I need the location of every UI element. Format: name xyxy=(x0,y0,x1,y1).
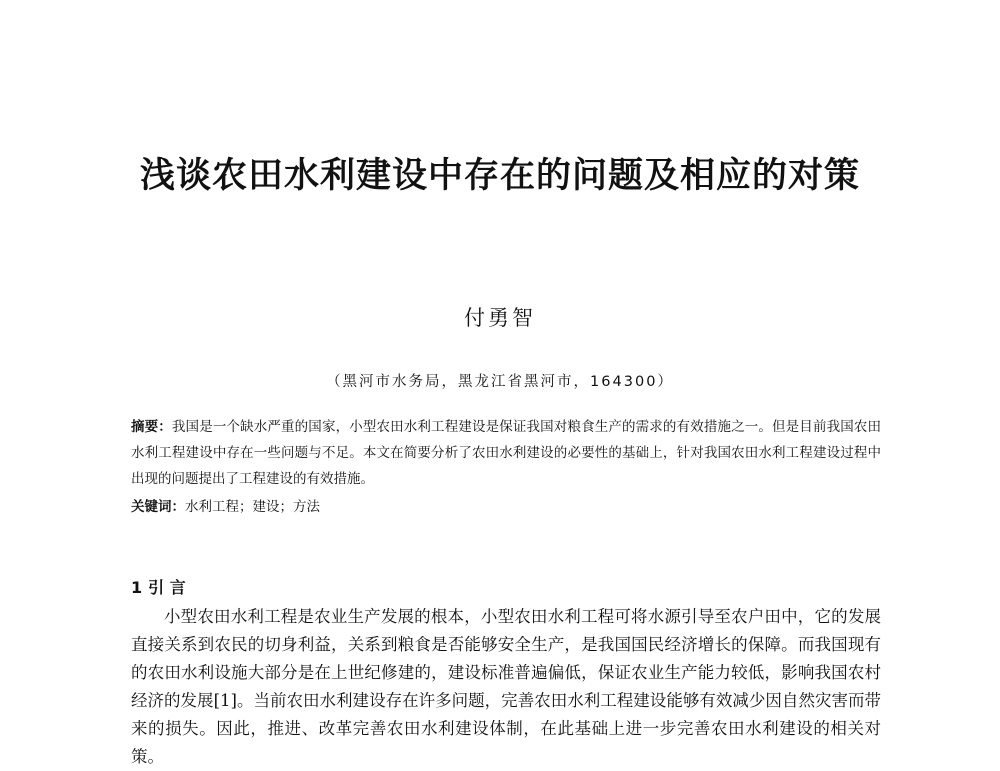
keywords xyxy=(131,494,881,520)
keywords-label: 关键词： xyxy=(131,499,185,515)
section-heading xyxy=(131,575,186,598)
author-name: 付勇智 xyxy=(464,306,536,330)
abstract-text: 我国是一个缺水严重的国家，小型农田水利工程建设是保证我国对粮食生产的需求的有效措施之一。但是目前我国农田水利工程建设中存在一些问题与不足。本文在简要分析了农田水利建设的必要性的基础上，针对我国农田水利工程建设过程中出现的问题提出了工程建设的有效措施。 xyxy=(131,419,882,487)
author-affiliation: （黑河市水务局，黑龙江省黑河市，164300） xyxy=(326,374,674,390)
section-title: 引 言 xyxy=(148,578,186,597)
paper-title: 浅谈农田水利建设中存在的问题及相应的对策 xyxy=(139,156,860,196)
abstract xyxy=(131,414,881,492)
keywords-text: 水利工程；建设；方法 xyxy=(185,499,320,515)
section-number: 1 xyxy=(131,578,143,597)
body-paragraph: 小型农田水利工程是农业生产发展的根本，小型农田水利工程可将水源引导至农户田中，它的发展直接关系到农民的切身利益，关系到粮食是否能够安全生产，是我国国民经济增长的保障。而我国现有的农田水利设施大部分是在上世纪修建的，建设标准普遍偏低，保证农业生产能力较低，影响我国农村经济的发展[1]。当前农田水利建设存在许多问题，完善农田水利工程建设能够有效减少因自然灾害而带来的损失。因此，推进、改革完善农田水利建设体制，在此基础上进一步完善农田水利建设的相关对策。 xyxy=(131,607,881,766)
abstract-label: 摘要： xyxy=(131,419,172,435)
